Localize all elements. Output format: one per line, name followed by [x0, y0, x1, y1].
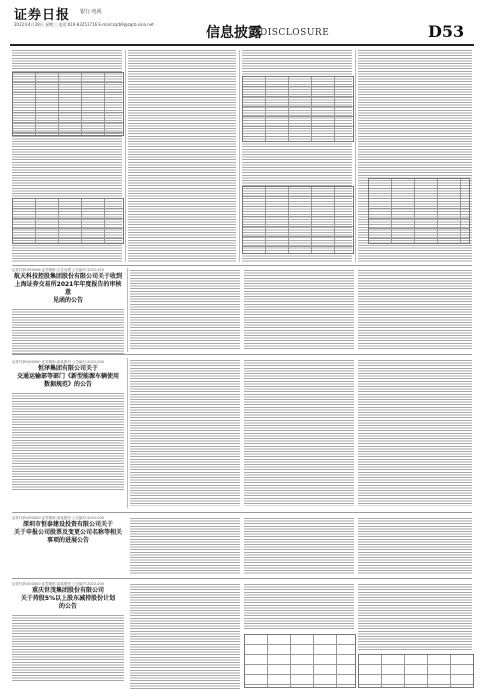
data-table	[368, 178, 470, 244]
data-table	[242, 76, 354, 142]
notice-body	[130, 360, 240, 506]
notice-meta: 证券代码:000596 证券简称:古井贡酒 公告编号:2022-010	[12, 268, 104, 272]
body-column-3	[242, 50, 352, 262]
data-table	[244, 634, 356, 688]
notice-block	[12, 516, 124, 545]
notice-meta: 证券代码:000000 证券简称:某某股份 公告编号:2022-000	[12, 360, 104, 364]
notice-body	[130, 518, 240, 574]
notice-body	[358, 270, 472, 350]
edition-label: 银行·电视	[80, 9, 102, 15]
body-column-4	[358, 50, 472, 262]
contact-line: 电话:010-83251716 E-mail:zqrb9@zqrb.sina.net	[58, 22, 154, 27]
notice-meta: 证券代码:000000 证券简称:某某股份 公告编号:2022-000	[12, 582, 104, 586]
notice-headline-line: 关于申报公司股票及变更公司名称等相关	[13, 529, 122, 536]
page-number: D53	[428, 22, 465, 41]
body-column-2	[128, 50, 236, 262]
notice-headline-line: 数据规范》的公告	[43, 381, 92, 388]
notice-body	[244, 518, 354, 574]
issue-date: 2022年4月20日 星期三	[14, 22, 58, 27]
notice-headline-line: 的公告	[58, 603, 77, 610]
data-table	[12, 72, 124, 136]
notice-body	[244, 270, 354, 350]
notice-body	[244, 584, 354, 690]
notice-body	[358, 360, 472, 506]
masthead	[0, 0, 484, 46]
notice-body	[130, 270, 240, 350]
notice-headline-line: 事项的进展公告	[46, 537, 89, 544]
notice-headline-line: 交通运输部等部门《新型能源车辆使用	[16, 373, 119, 380]
date-line	[14, 22, 154, 28]
data-table	[242, 186, 354, 254]
notice-body	[130, 584, 240, 690]
notice-headline-line: 深圳市恒泰建设投资有限公司关于	[22, 521, 113, 528]
notice-body	[358, 584, 472, 690]
body-column-1	[12, 50, 122, 262]
notice-block	[12, 268, 124, 355]
notice-body	[244, 360, 354, 506]
section-title-en: DISCLOSURE	[260, 28, 330, 38]
newspaper-logo: 证券日报	[14, 8, 71, 23]
header-rule	[10, 44, 474, 46]
notice-headline-line: 关于持股5%以上股东减持股份计划	[20, 595, 116, 602]
notice-headline-line: 见函的公告	[52, 297, 83, 304]
notice-headline-line: 恒泽集团有限公司关于	[37, 365, 98, 372]
notice-headline-line: 重庆世茂集团股份有限公司	[31, 587, 104, 594]
notice-block	[12, 582, 124, 681]
notice-body	[358, 518, 472, 574]
notice-headline-line: 上海证券交易所2021年年度报告的审核意	[14, 281, 122, 296]
notice-meta: 证券代码:000000 证券简称:某某股份 公告编号:2022-000	[12, 516, 104, 520]
section-title: 信息披露	[206, 25, 262, 41]
notice-headline-line: 航天科技控股集团股份有限公司关于收到	[13, 273, 122, 280]
notice-block	[12, 360, 124, 491]
data-table	[358, 654, 474, 688]
data-table	[12, 198, 124, 244]
